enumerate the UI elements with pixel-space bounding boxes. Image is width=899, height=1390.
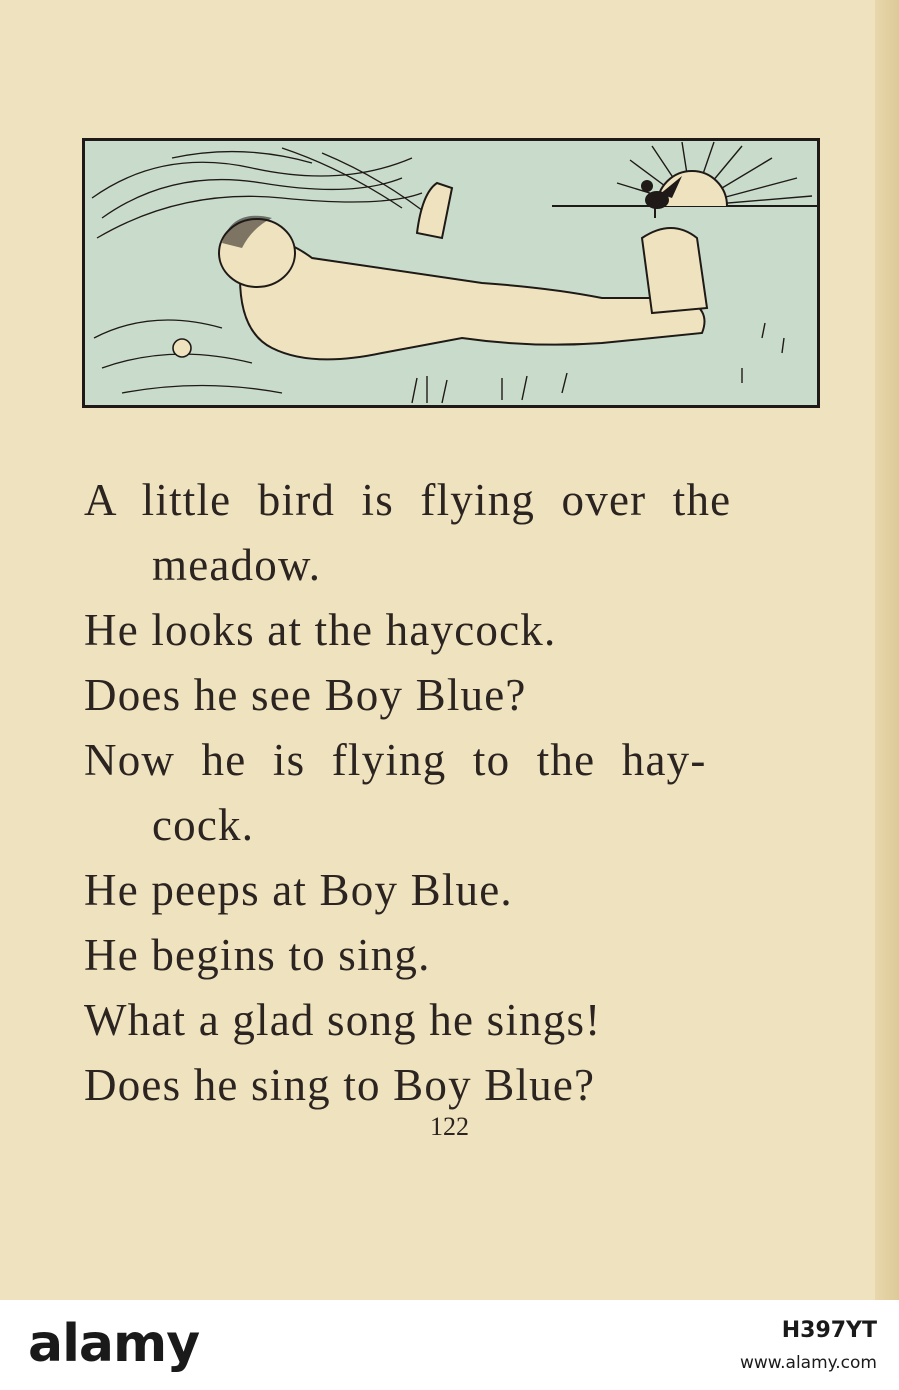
footer-meta xyxy=(740,1318,877,1373)
story-text xyxy=(84,468,844,1118)
text-line-1: A little bird is flying over the xyxy=(84,475,732,525)
boy-blue-sleeping-illustration-icon xyxy=(82,138,820,408)
text-line-9: What a glad song he sings! xyxy=(84,995,602,1045)
stock-footer xyxy=(0,1300,899,1390)
site-url: www.alamy.com xyxy=(739,1353,877,1373)
text-line-4: Does he see Boy Blue? xyxy=(84,670,527,720)
page-edge-shadow xyxy=(875,0,899,1300)
alamy-logo: alamy xyxy=(28,1314,200,1374)
text-line-2: meadow. xyxy=(152,540,322,590)
text-line-6: cock. xyxy=(152,800,255,850)
text-line-7: He peeps at Boy Blue. xyxy=(84,865,513,915)
text-line-8: He begins to sing. xyxy=(84,930,431,980)
text-line-5: Now he is flying to the hay- xyxy=(84,735,707,785)
text-line-3: He looks at the haycock. xyxy=(84,605,557,655)
page-number: 122 xyxy=(430,1112,469,1141)
image-id: H397YT xyxy=(781,1318,877,1343)
text-line-10: Does he sing to Boy Blue? xyxy=(84,1060,596,1110)
